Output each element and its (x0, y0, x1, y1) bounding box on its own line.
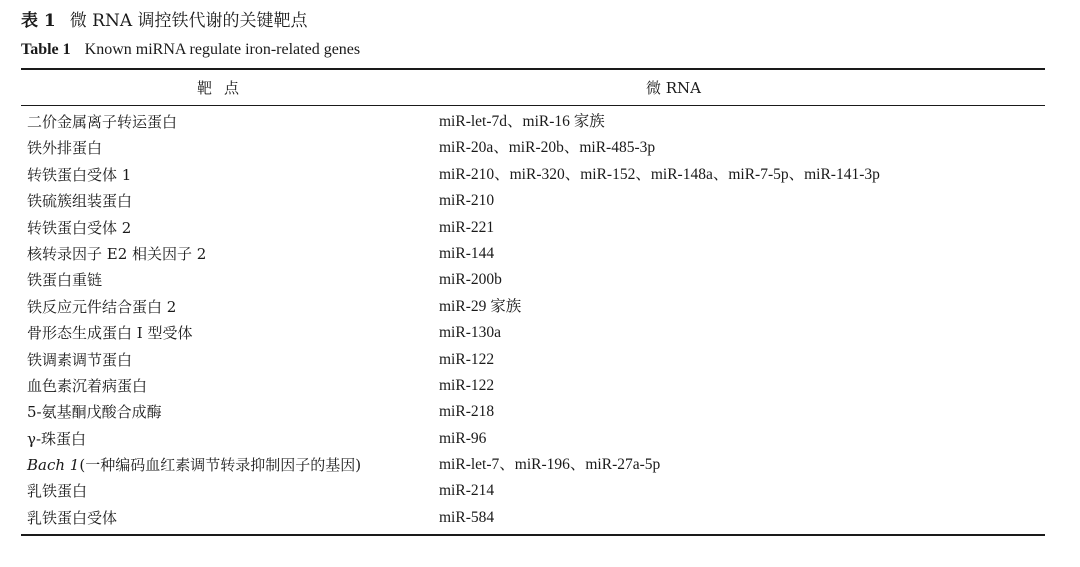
table-title-chinese: 微 RNA 调控铁代谢的关键靶点 (69, 11, 308, 31)
header-mirna: 微 RNA (646, 79, 702, 97)
header-target: 靶点 (197, 79, 252, 97)
cell-mirna: miR-130a (439, 324, 501, 342)
cell-target: γ-珠蛋白 (27, 429, 87, 448)
cell-mirna: miR-let-7、miR-196、miR-27a-5p (439, 456, 661, 474)
cell-target: 转铁蛋白受体 1 (27, 165, 132, 184)
cell-mirna: miR-218 (439, 403, 495, 421)
table-caption-chinese (21, 10, 308, 32)
gene-description: (一种编码血红素调节转录抑制因子的基因) (79, 456, 362, 475)
cell-mirna: miR-122 (439, 376, 495, 394)
cell-target: 铁调素调节蛋白 (27, 350, 133, 369)
cell-target: 骨形态生成蛋白 Ⅰ 型受体 (27, 324, 193, 343)
table-row (21, 373, 1045, 399)
table-row (21, 241, 1045, 267)
table-row (21, 320, 1045, 346)
cell-target: 乳铁蛋白受体 (27, 508, 118, 527)
cell-target: 5-氨基酮戊酸合成酶 (27, 403, 162, 422)
cell-target: 二价金属离子转运蛋白 (27, 113, 178, 131)
table-row (21, 135, 1045, 161)
cell-target: 血色素沉着病蛋白 (27, 376, 148, 395)
table-row (21, 162, 1045, 188)
cell-mirna: miR-122 (439, 350, 495, 368)
table-row (21, 267, 1045, 293)
cell-mirna: miR-584 (439, 508, 495, 526)
cell-target (27, 452, 361, 478)
cell-target: 铁蛋白重链 (27, 271, 103, 290)
cell-mirna: miR-210、miR-320、miR-152、miR-148a、miR-7-5p、miR-141-3p (439, 165, 880, 183)
table-row (21, 505, 1045, 531)
table-label-chinese: 表 1 (21, 11, 56, 31)
cell-target: 核转录因子 E2 相关因子 2 (27, 244, 207, 263)
cell-target: 乳铁蛋白 (27, 482, 88, 501)
cell-mirna: miR-let-7d、miR-16 家族 (439, 113, 605, 130)
cell-mirna: miR-20a、miR-20b、miR-485-3p (439, 139, 656, 157)
cell-target: 铁反应元件结合蛋白 2 (27, 297, 177, 316)
cell-mirna: miR-214 (439, 482, 495, 500)
table-row (21, 215, 1045, 241)
cell-mirna: miR-144 (439, 244, 495, 262)
table-row (21, 399, 1045, 425)
table-row (21, 109, 1045, 135)
table-caption-english (21, 39, 360, 61)
cell-mirna: miR-96 (439, 429, 487, 447)
table-title-english: Known miRNA regulate iron-related genes (84, 41, 361, 58)
cell-mirna: miR-200b (439, 271, 502, 289)
table-row (21, 452, 1045, 478)
gene-name: Bach 1 (27, 456, 80, 475)
cell-target: 铁外排蛋白 (27, 139, 103, 158)
table-row (21, 294, 1045, 320)
cell-target: 转铁蛋白受体 2 (27, 218, 132, 237)
table-row (21, 188, 1045, 214)
table-header-rule (21, 105, 1045, 106)
table-row (21, 347, 1045, 373)
cell-mirna: miR-210 (439, 192, 495, 210)
cell-mirna: miR-221 (439, 218, 495, 236)
table-bottom-rule (21, 534, 1045, 536)
table-top-rule (21, 68, 1045, 70)
table-header-row (21, 76, 1045, 100)
table-row (21, 426, 1045, 452)
cell-mirna: miR-29 家族 (439, 297, 522, 315)
table-row (21, 478, 1045, 504)
table-label-english: Table 1 (21, 41, 71, 58)
cell-target: 铁硫簇组装蛋白 (27, 192, 133, 211)
table-body (21, 109, 1045, 531)
